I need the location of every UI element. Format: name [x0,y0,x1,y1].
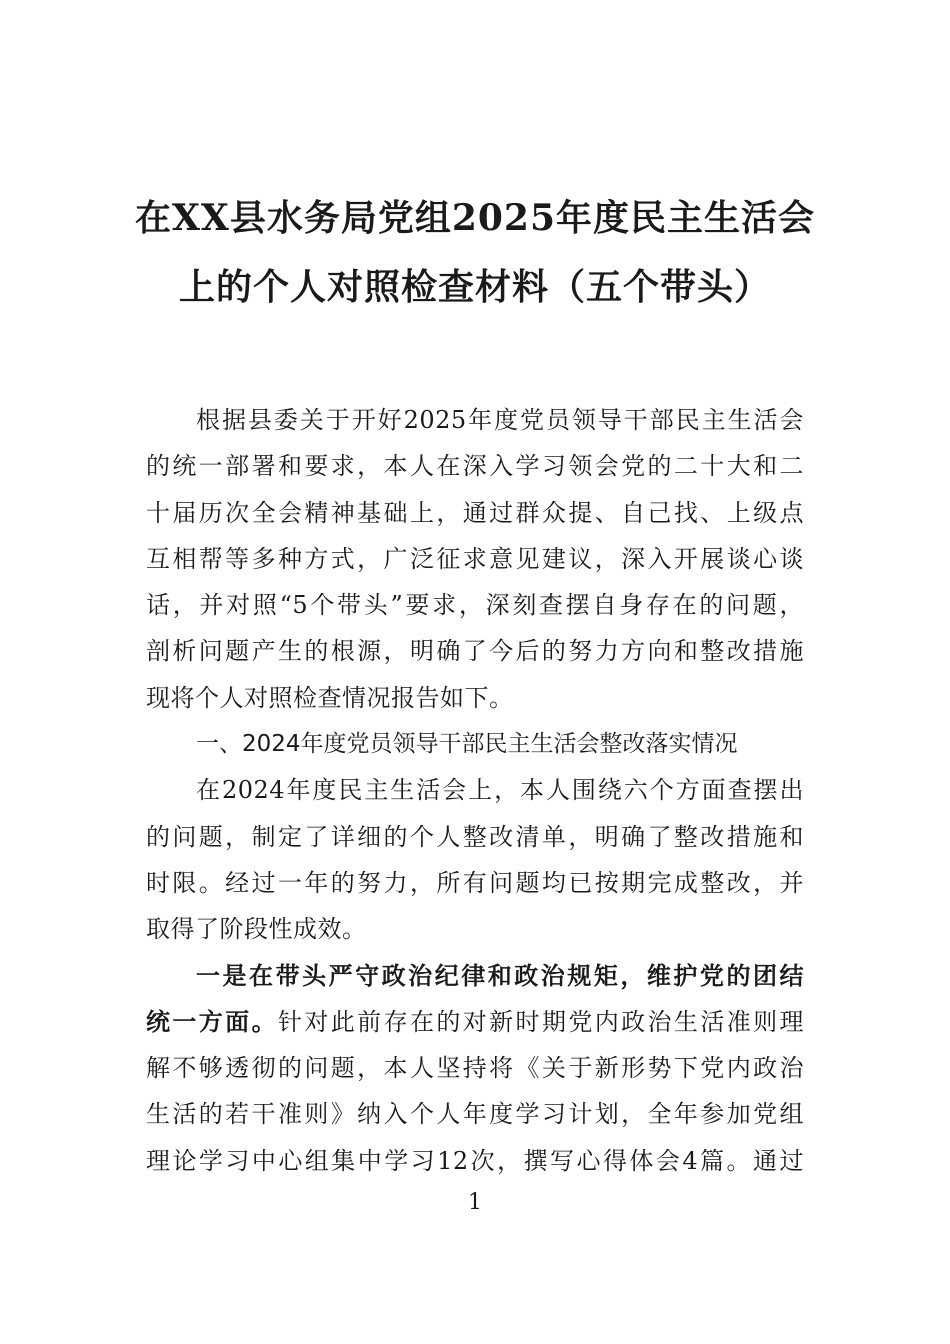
bold-lead-text: 统一方面。 [146,1006,278,1036]
paragraph-line: 根据县委关于开好2025年度党员领导干部民主生活会 [196,406,804,434]
paragraph-line: 话，并对照“5个带头”要求，深刻查摆自身存在的问题， [146,591,804,620]
page-number: 1 [468,1190,482,1215]
paragraph-line: 互相帮等多种方式，广泛征求意见建议，深入开展谈心谈 [146,544,804,573]
paragraph-line: 理论学习中心组集中学习12次，撰写心得体会4篇。通过 [146,1146,804,1175]
paragraph-line [146,999,804,1045]
paragraph-line: 剖析问题产生的根源，明确了今后的努力方向和整改措施 [146,637,804,666]
paragraph-line: 十届历次全会精神基础上，通过群众提、自己找、上级点 [146,498,804,527]
document-title-line-2: 上的个人对照检查材料（五个带头） [178,266,771,308]
paragraph-text: 针对此前存在的对新时期党内政治生活准则理 [277,1007,805,1036]
paragraph-line: 取得了阶段性成效。 [146,915,367,944]
paragraph-line: 现将个人对照检查情况报告如下。 [146,683,514,712]
section-heading: 一、2024年度党员领导干部民主生活会整改落实情况 [196,731,738,758]
paragraph-line: 的统一部署和要求，本人在深入学习领会党的二十大和二 [146,452,804,481]
bold-lead-line: 一是在带头严守政治纪律和政治规矩，维护党的团结 [196,960,804,990]
paragraph-line: 时限。经过一年的努力，所有问题均已按期完成整改，并 [146,868,804,897]
paragraph-line: 生活的若干准则》纳入个人年度学习计划，全年参加党组 [146,1100,804,1129]
paragraph-line: 解不够透彻的问题，本人坚持将《关于新形势下党内政治 [146,1054,804,1083]
paragraph-line: 在2024年度民主生活会上，本人围绕六个方面查摆出 [196,776,804,805]
document-title-line-1: 在XX县水务局党组2025年度民主生活会 [134,197,816,239]
paragraph-line: 的问题，制定了详细的个人整改清单，明确了整改措施和 [146,822,804,851]
document-body [146,397,804,1184]
